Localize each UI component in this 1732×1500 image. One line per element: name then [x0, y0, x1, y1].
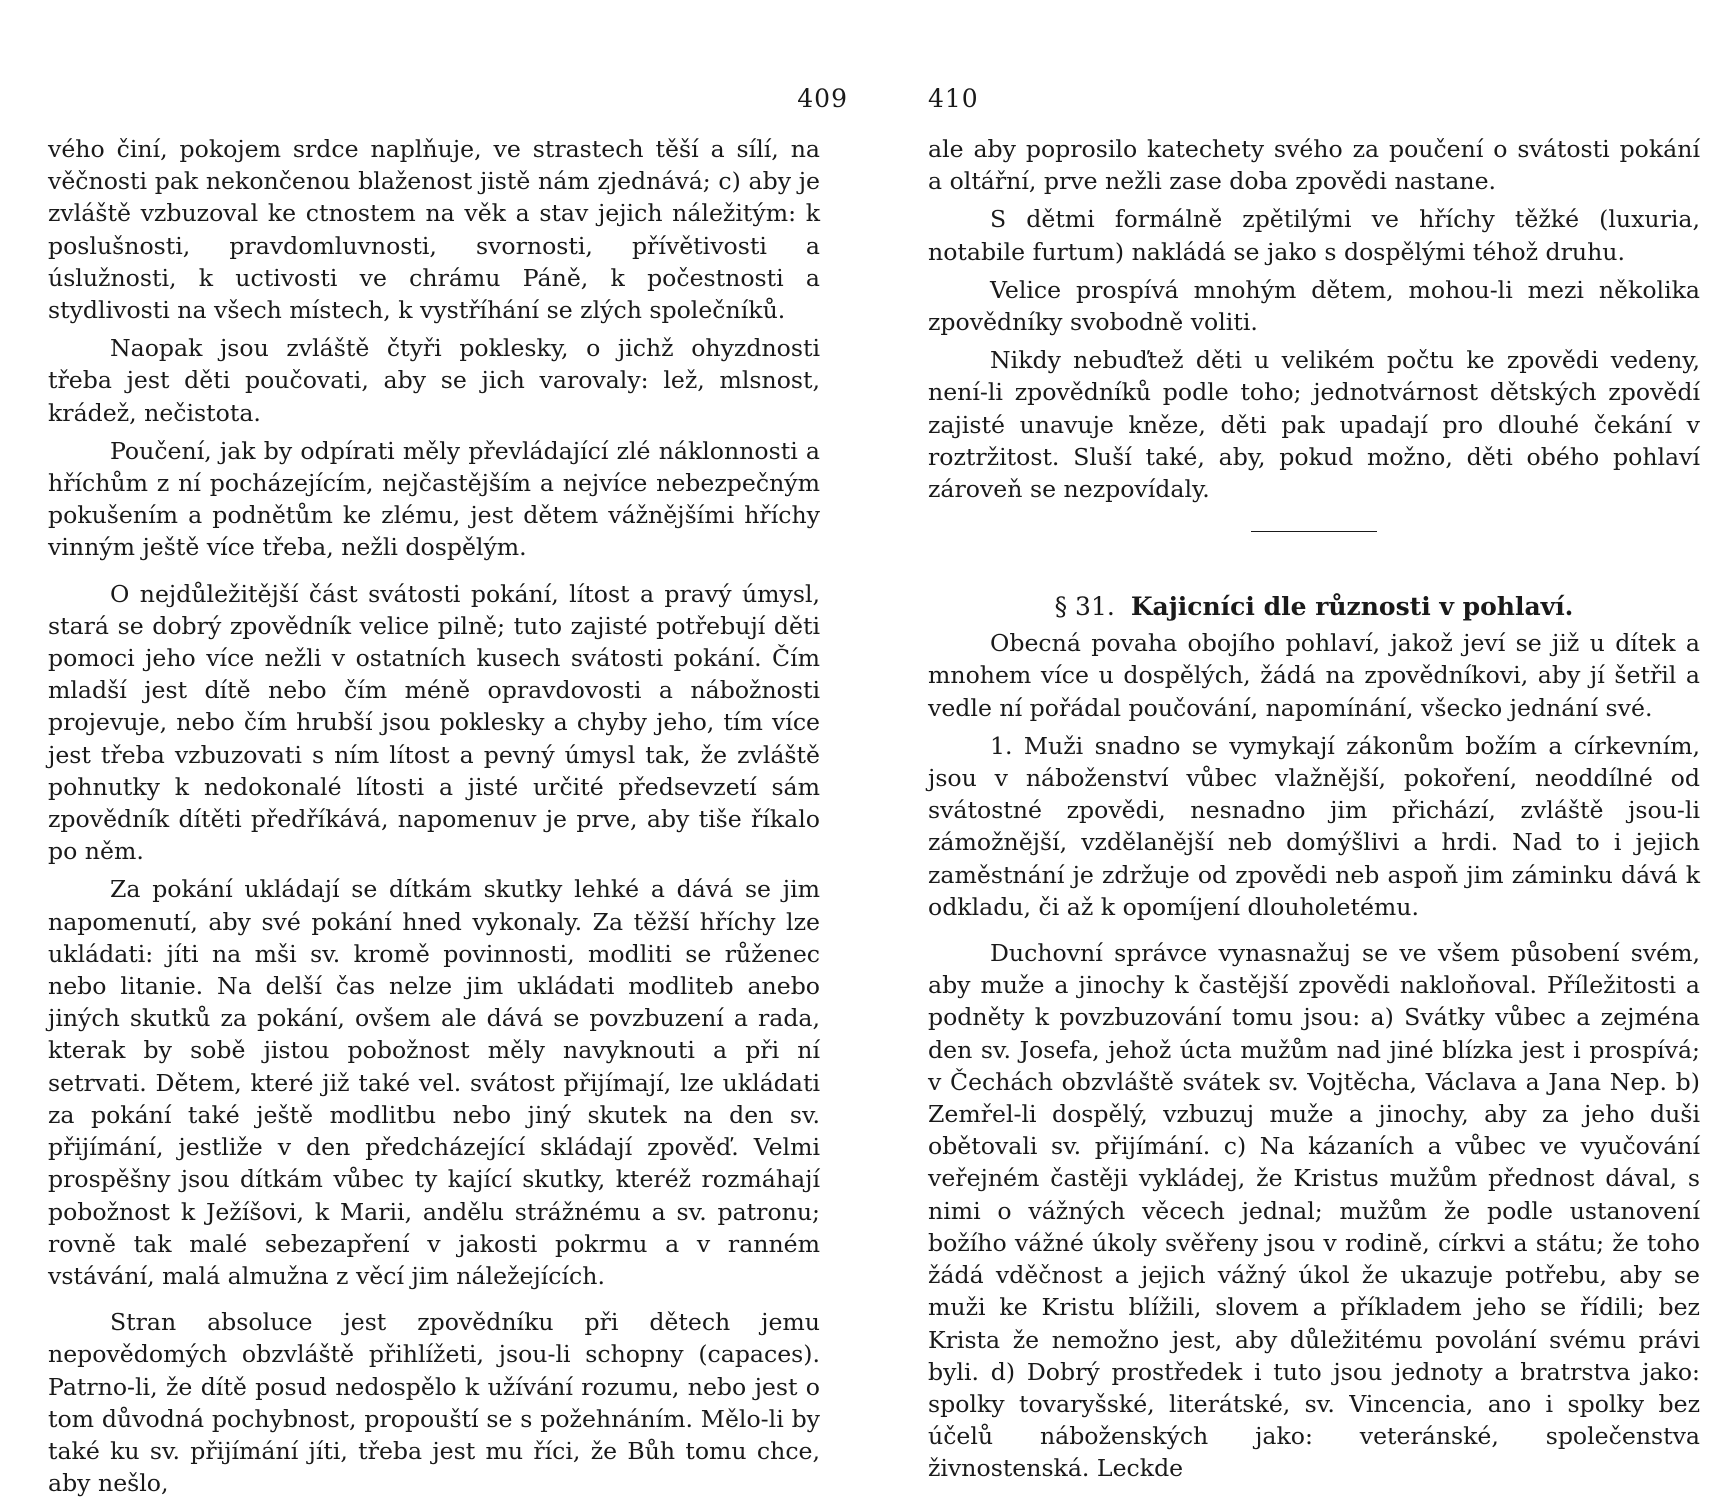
paragraph: Nikdy nebuďtež děti u velikém počtu ke zpovědi vedeny, není-li zpovědníků podle toho; jednotvárnost dětských zpovědí zajisté unavuje kněze, děti pak upadají pro dlouhé čekání v roztržitost. Sluší také, aby, pokud možno, děti obého pohlaví zároveň se nezpovídaly.	[928, 346, 1700, 504]
paragraph: O nejdůležitější část svátosti pokání, lítost a pravý úmysl, stará se dobrý zpovědník velice pilně; tuto zajisté potřebují děti pomoci jeho více nežli v ostatních kusech svátosti pokání. Čím mladší jest dítě nebo čím méně opravdovosti a nábožnosti projevuje, nebo čím hrubší jsou poklesky a chyby jeho, tím více jest třeba vzbuzovati s ním lítost a pevný úmysl tak, že zvláště pohnutky k nedokonalé lítosti a jisté určité předsevzetí sám zpovědník dítěti předříkává, napomenuv je prve, aby tiše říkalo po něm.	[48, 579, 820, 866]
paragraph: Stran absoluce jest zpovědníku při dětech jemu nepovědomých obzvláště přihlížeti, jsou-li schopny (capaces). Patrno-li, že dítě posud nedospělo k užívání rozumu, nebo jest o tom důvodná pochybnost, propouští se s požehnáním. Mělo-li by také ku sv. přijímání jíti, třeba jest mu říci, že Bůh tomu chce, aby nešlo,	[48, 1308, 820, 1498]
paragraph: Velice prospívá mnohým dětem, mohou-li mezi několika zpovědníky svobodně voliti.	[928, 275, 1700, 337]
section-heading	[928, 592, 1700, 621]
section-number: § 31.	[1054, 592, 1115, 622]
page-number: 410	[928, 84, 979, 113]
section-divider	[1251, 531, 1377, 532]
section-title: Kajicníci dle různosti v pohlaví.	[1130, 592, 1574, 622]
paragraph: ale aby poprosilo katechety svého za poučení o svátosti pokání a oltářní, prve nežli zase doba zpovědi nastane.	[928, 135, 1700, 196]
paragraph: Duchovní správce vynasnažuj se ve všem působení svém, aby muže a jinochy k častější zpovědi nakloňoval. Příležitosti a podněty k povzbuzování tomu jsou: a) Svátky vůbec a zejména den sv. Josefa, jehož úcta mužům nad jiné blízka jest i prospívá; v Čechách obzvláště svátek sv. Vojtěcha, Václava a Jana Nep. b) Zemřel-li dospělý, vzbuzuj muže a jinochy, aby za jeho duši obětovali sv. přijímání. c) Na kázaních a vůbec ve vyučování veřejném častěji vykládej, že Kristus mužům přednost dával, s nimi o vážných věcech jednal; mužům že podle ustanovení božího vážné úkoly svěřeny jsou v rodině, církvi a státu; že toho žádá vděčnost a jejich vážný úkol že ukazuje potřebu, aby se muži ke Kristu blížili, slovem a příkladem jeho se řídili; bez Krista že nemožno jest, aby důležitému povolání svému právi byli. d) Dobrý prostředek i tuto jsou jednoty a bratrstva jako: spolky tovaryšské, literátské, sv. Vincencia, ano i spolky bez účelů náboženských jako: veteránské, společenstva živnostenská. Leckde	[928, 939, 1700, 1483]
page-number: 409	[797, 84, 848, 113]
left-page-body	[48, 133, 820, 1499]
right-page-body	[928, 133, 1700, 1485]
paragraph: Poučení, jak by odpírati měly převládající zlé náklonnosti a hříchům z ní pocházejícím, nejčastějším a nejvíce nebezpečným pokušením a podnětům ke zlému, jest dětem vážnějšími hříchy vinným ještě více třeba, nežli dospělým.	[48, 436, 820, 562]
paragraph: Obecná povaha obojího pohlaví, jakož jeví se již u dítek a mnohem více u dospělých, žádá na zpovědníkovi, aby jí šetřil a vedle ní pořádal poučování, napomínání, všecko jednání své.	[928, 629, 1700, 722]
paragraph: Naopak jsou zvláště čtyři poklesky, o jichž ohyzdnosti třeba jest děti poučovati, aby se jich varovaly: lež, mlsnost, krádež, nečistota.	[48, 334, 820, 427]
paragraph: 1. Muži snadno se vymykají zákonům božím a církevním, jsou v náboženství vůbec vlažnější, pokoření, neoddílné od svátostné zpovědi, nesnadno jim přichází, zvláště jsou-li zámožnější, vzdělanější neb domýšlivi a hrdi. Nad to i jejich zaměstnání je zdržuje od zpovědi neb aspoň jim záminku dává k odkladu, či až k opomíjení dlouholetému.	[928, 731, 1700, 921]
paragraph: vého činí, pokojem srdce naplňuje, ve strastech těší a sílí, na věčnosti pak nekončenou blaženost jistě nám zjednává; c) aby je zvláště vzbuzoval ke ctnostem na věk a stav jejich náležitým: k poslušnosti, pravdomluvnosti, svornosti, přívětivosti a úslužnosti, k uctivosti ve chrámu Páně, k počestnosti a stydlivosti na všech místech, k vystříhání se zlých společníků.	[48, 135, 820, 325]
paragraph: Za pokání ukládají se dítkám skutky lehké a dává se jim napomenutí, aby své pokání hned vykonaly. Za těžší hříchy lze ukládati: jíti na mši sv. kromě povinnosti, modliti se růženec nebo litanie. Na delší čas nelze jim ukládati modliteb anebo jiných skutků za pokání, ovšem ale dává se povzbuzení a rada, kterak by sobě jistou pobožnost měly navyknouti a při ní setrvati. Dětem, které již také vel. svátost přijímají, lze ukládati za pokání také ještě modlitbu nebo jiný skutek na den sv. přijímání, jestliže v den předcházející skládají zpověď. Velmi prospěšny jsou dítkám vůbec ty kající skutky, kteréž rozmáhají pobožnost k Ježíšovi, k Marii, andělu strážnému a sv. patronu; rovně tak malé sebezapření v jakosti pokrmu a v ranném vstávání, malá almužna z věcí jim náležejících.	[48, 875, 820, 1290]
paragraph: S dětmi formálně zpětilými ve hříchy těžké (luxuria, notabile furtum) nakládá se jako s dospělými téhož druhu.	[928, 205, 1700, 266]
